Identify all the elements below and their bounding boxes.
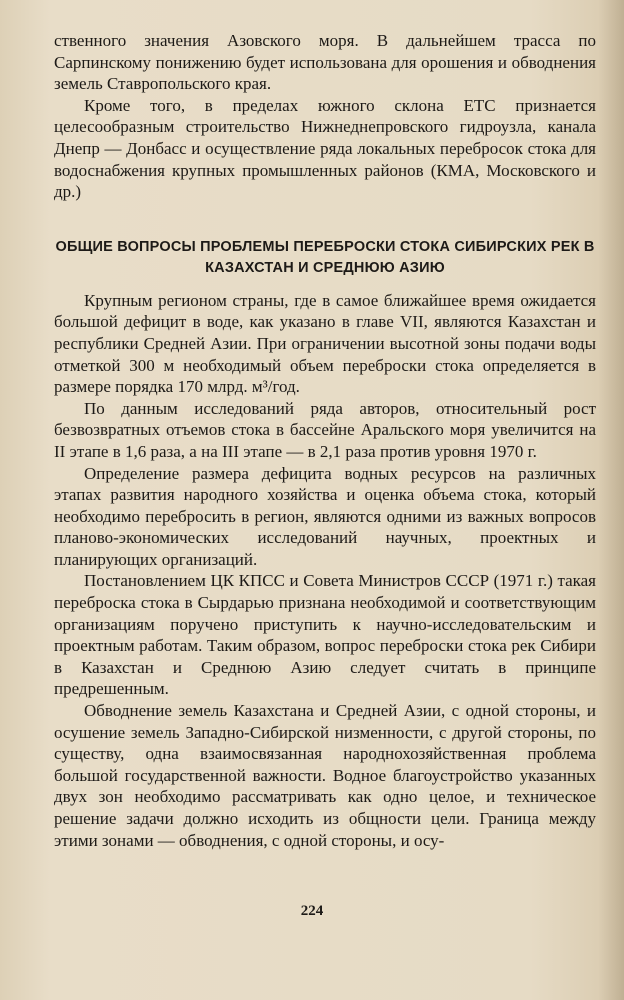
paragraph-6: Постановлением ЦК КПСС и Совета Министров СССР (1971 г.) такая переброска стока в Сырдарью признана необходимой и соответствующим организациям поручено приступить к научно-исследовательским и проектным работам. Таким образом, вопрос переброски стока рек Сибири в Казахстан и Среднюю Азию следует считать в принципе предрешенным. (54, 571, 596, 699)
page-edge-shadow (598, 0, 624, 1000)
paragraph-2: Кроме того, в пределах южного склона ЕТС признается целесообразным строительство Нижнеднепровского гидроузла, канала Днепр — Донбасс и осуществление ряда локальных перебросок стока для водоснабжения крупных промышленных районов (КМА, Московского и др.) (54, 95, 596, 202)
body-text (54, 30, 596, 851)
paragraph-5: Определение размера дефицита водных ресурсов на различных этапах развития народного хозяйства и оценка объема стока, который необходимо перебросить в регион, являются одними из важных вопросов планово-экономических исследований научных, проектных и планирующих организаций. (54, 463, 596, 569)
paragraph-7: Обводнение земель Казахстана и Средней Азии, с одной стороны, и осушение земель Западно-Сибирской низменности, с другой стороны, по существу, одна взаимосвязанная народнохозяйственная проблема большой государственной важности. Водное благоустройство указанных двух зон необходимо рассматривать как одно целое, и техническое решение задачи должно исходить из общности цели. Граница между этими зонами — обводнения, с одной стороны, и осу- (54, 701, 596, 850)
paragraph-4: По данным исследований ряда авторов, относительный рост безвозвратных отъемов стока в бассейне Аральского моря увеличится на II этапе в 1,6 раза, а на III этапе — в 2,1 раза против уровня 1970 г. (54, 398, 596, 461)
section-heading: ОБЩИЕ ВОПРОСЫ ПРОБЛЕМЫ ПЕРЕБРОСКИ СТОКА СИБИРСКИХ РЕК В КАЗАХСТАН И СРЕДНЮЮ АЗИЮ (55, 238, 595, 276)
paragraph-intro: ственного значения Азовского моря. В дальнейшем трасса по Сарпинскому понижению будет использована для орошения и обводнения земель Ставропольского края. (54, 31, 596, 94)
page-number: 224 (300, 903, 324, 919)
paragraph-3: Крупным регионом страны, где в самое ближайшее время ожидается большой дефицит в воде, как указано в главе VII, являются Казахстан и республики Средней Азии. При ограничении высотной зоны подачи воды отметкой 300 м необходимый объем переброски стока определяется в размере порядка 170 млрд. м³/год. (54, 290, 596, 397)
